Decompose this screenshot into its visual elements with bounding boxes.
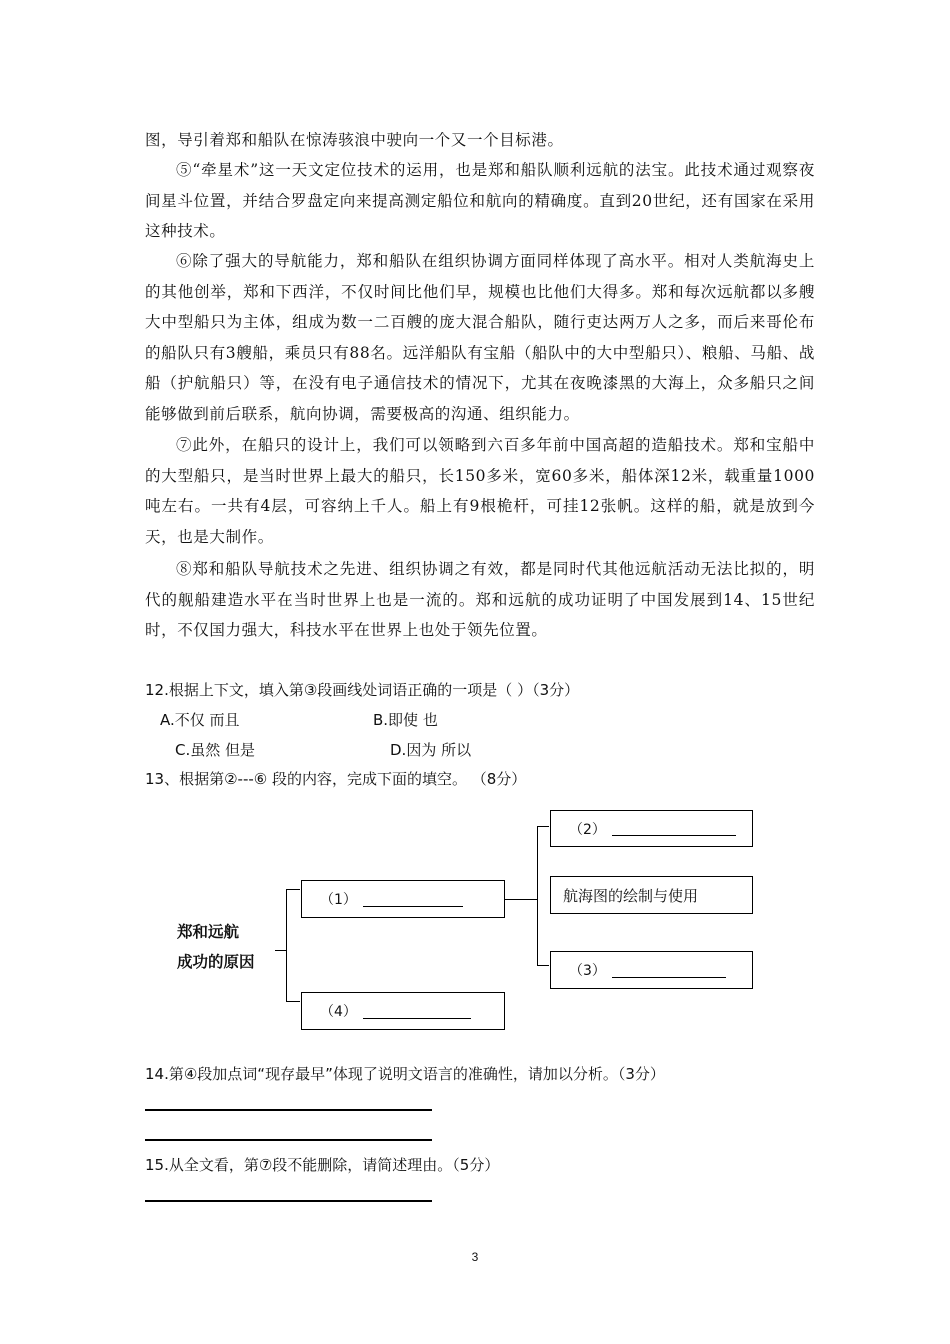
q14-answer-line-2[interactable] xyxy=(145,1139,432,1141)
paragraph-6: ⑥除了强大的导航能力，郑和船队在组织协调方面同样体现了高水平。相对人类航海史上的其他创举，郑和下西洋，不仅时间比他们早，规模也比他们大得多。郑和每次远航都以多艘大中型船只为主体，组成为数一二百艘的庞大混合船队，随行吏达两万人之多，而后来哥伦布的船队只有3艘船，乘员只有88名。远洋船队有宝船（船队中的大中型船只）、粮船、马船、战船（护航船只）等，在没有电子通信技术的情况下，尤其在夜晚漆黑的大海上，众多船只之间能够做到前后联系，航向协调，需要极高的沟通、组织能力。 xyxy=(145,252,815,423)
paragraph-7: ⑦此外，在船只的设计上，我们可以领略到六百多年前中国高超的造船技术。郑和宝船中的大型船只，是当时世界上最大的船只，长150多米，宽60多米，船体深12米，载重量1000吨左右。一共有4层，可容纳上千人。船上有9根桅杆，可挂12张帆。这样的船，就是放到今天，也是大制作。 xyxy=(145,436,815,546)
q12-option-c: C.虽然 但是 xyxy=(175,741,256,759)
diagram-root-line-2: 成功的原因 xyxy=(177,953,255,971)
question-14-stem: 14.第④段加点词“现存最早”体现了说明文语言的准确性，请加以分析。（3分） xyxy=(145,1065,665,1083)
passage-continuation: 图，导引着郑和船队在惊涛骇浪中驶向一个又一个目标港。 xyxy=(145,131,564,149)
box-fixed-label: 航海图的绘制与使用 xyxy=(563,886,699,905)
q14-answer-line-1[interactable] xyxy=(145,1109,432,1111)
box-1-blank[interactable] xyxy=(363,892,463,907)
paragraph-5: ⑤“牵星术”这一天文定位技术的运用，也是郑和船队顺利远航的法宝。此技术通过观察夜间星斗位置，并结合罗盘定向来提高测定船位和航向的精确度。直到20世纪，还有国家在采用这种技术。 xyxy=(145,161,815,240)
left-bracket-stem xyxy=(275,950,286,951)
diagram-box-4 xyxy=(301,992,505,1030)
diagram-box-1 xyxy=(301,880,505,918)
box-2-blank[interactable] xyxy=(612,821,736,836)
right-bracket-stem xyxy=(505,899,537,900)
q15-answer-line-1[interactable] xyxy=(145,1200,432,1202)
diagram-box-navigation-chart xyxy=(550,876,753,914)
left-bracket-bottom xyxy=(286,1001,300,1002)
left-bracket-vertical xyxy=(286,889,287,1002)
q12-option-b: B.即使 也 xyxy=(373,711,438,729)
diagram-box-2 xyxy=(550,810,753,847)
paragraph-8: ⑧郑和船队导航技术之先进、组织协调之有效，都是同时代其他远航活动无法比拟的，明代的舰船建造水平在当时世界上也是一流的。郑和远航的成功证明了中国发展到14、15世纪时，不仅国力强大，科技水平在世界上也处于领先位置。 xyxy=(145,560,815,639)
question-12-stem: 12.根据上下文，填入第③段画线处词语正确的一项是（ ）（3分） xyxy=(145,681,580,699)
diagram-root-line-1: 郑和远航 xyxy=(177,923,240,941)
q12-option-a: A.不仅 而且 xyxy=(160,711,240,729)
right-bracket-vertical xyxy=(537,826,538,966)
question-15-stem: 15.从全文看，第⑦段不能删除，请简述理由。（5分） xyxy=(145,1156,500,1174)
box-1-label: （1） xyxy=(320,892,357,908)
box-4-blank[interactable] xyxy=(363,1004,471,1019)
question-13-stem: 13、根据第②---⑥ 段的内容，完成下面的填空。 （8分） xyxy=(145,770,527,788)
left-bracket-top xyxy=(286,889,300,890)
box-4-label: （4） xyxy=(320,1004,357,1020)
box-2-label: （2） xyxy=(569,821,606,838)
page-number: 3 xyxy=(471,1250,479,1264)
box-3-label: （3） xyxy=(569,963,606,979)
right-bracket-bottom xyxy=(537,965,549,966)
box-3-blank[interactable] xyxy=(612,963,726,978)
diagram-box-3 xyxy=(550,951,753,989)
right-bracket-top xyxy=(537,826,549,827)
q12-option-d: D.因为 所以 xyxy=(390,741,472,759)
